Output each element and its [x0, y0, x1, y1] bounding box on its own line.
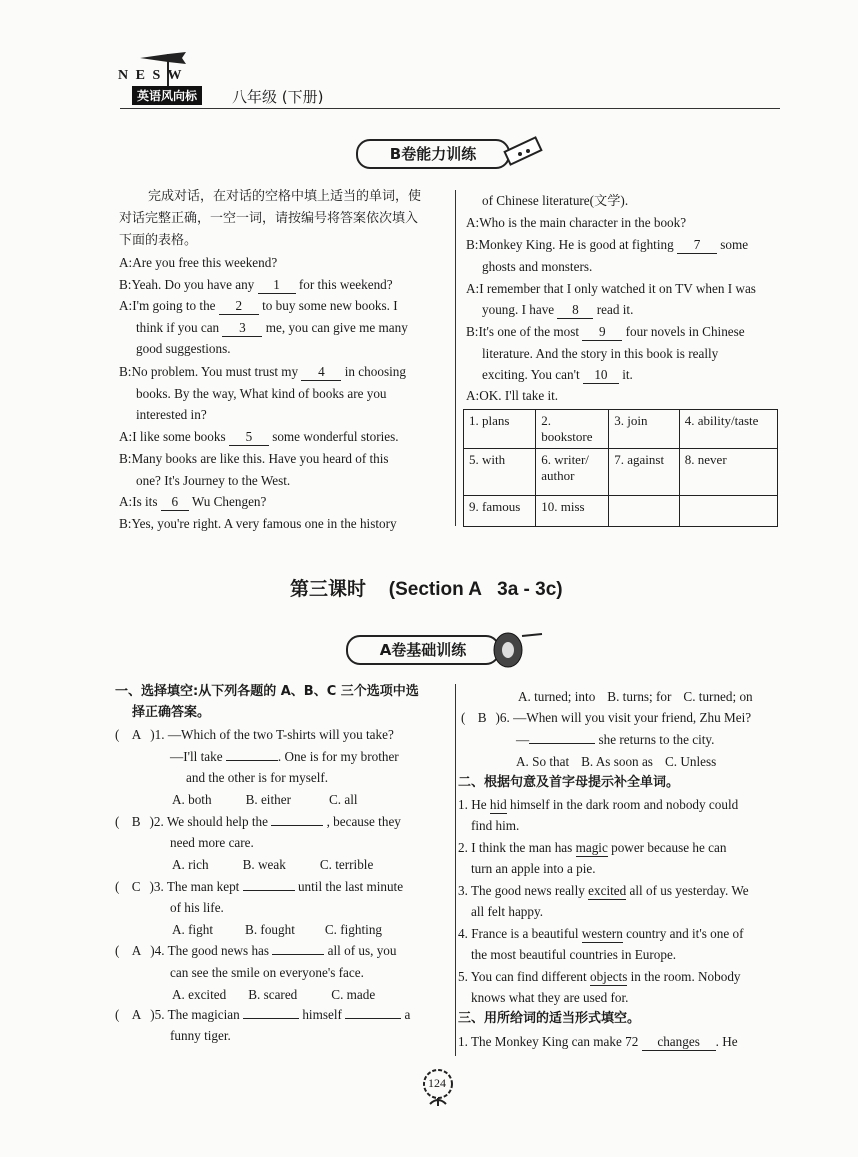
question-line: of his life. [170, 900, 224, 915]
table-cell: 8. never [679, 449, 777, 496]
column-divider [455, 190, 456, 526]
dialog-line: A:Are you free this weekend? [119, 255, 278, 270]
dialog-line: A:I'm going to the 2 to buy some new books. I [119, 298, 398, 313]
sec1-title: 择正确答案。 [132, 705, 211, 720]
dialog-line: B:No problem. You must trust my 4 in choosing [119, 364, 406, 379]
table-row [464, 449, 778, 496]
list-item: knows what they are used for. [471, 990, 629, 1005]
answer-word: changes [642, 1034, 716, 1051]
question-line: and the other is for myself. [186, 770, 329, 785]
list-item: 4. France is a beautiful western country and it's one of [458, 926, 744, 941]
question-line: — she returns to the city. [516, 732, 715, 747]
dialog-line: interested in? [136, 407, 207, 422]
dialog-line: of Chinese literature(文学). [482, 193, 629, 208]
table-cell: 6. writer/ author [536, 449, 609, 496]
dialog-line: A:I like some books 5 some wonderful stories. [119, 429, 399, 444]
dialog-line: B:Many books are like this. Have you heard of this [119, 451, 389, 466]
column-divider [455, 684, 456, 1056]
blank-1: 1 [258, 277, 296, 294]
blank-10: 10 [583, 367, 619, 384]
question-5: ( A )5. The magician himself a [115, 1007, 411, 1022]
question-line: funny tiger. [170, 1028, 231, 1043]
tire-icon [486, 626, 546, 675]
list-item: 1. The Monkey King can make 72 changes . He [458, 1034, 738, 1049]
list-item: all felt happy. [471, 904, 544, 919]
dialog-line: A:I remember that I only watched it on TV when I was [466, 281, 756, 296]
dialog-line: ghosts and monsters. [482, 259, 593, 274]
dialog-line: one? It's Journey to the West. [136, 473, 291, 488]
partB-instr-1: 完成对话，在对话的空格中填上适当的单词，使 [148, 189, 422, 204]
options: A. So that B. As soon as C. Unless [516, 754, 717, 769]
table-cell: 3. join [609, 410, 680, 449]
table-cell [679, 496, 777, 527]
blank-3: 3 [222, 320, 262, 337]
table-row [464, 410, 778, 449]
dialog-line: A:Who is the main character in the book? [466, 215, 687, 230]
partB-instr-2: 对话完整正确，一空一词，请按编号将答案依次填入 [119, 211, 419, 226]
question-line: need more care. [170, 835, 254, 850]
question-1: ( A )1. —Which of the two T-shirts will you take? [115, 727, 394, 742]
list-item: 3. The good news really excited all of us yesterday. We [458, 883, 749, 898]
dialog-line: B:Monkey King. He is good at fighting 7 some [466, 237, 749, 252]
table-cell: 7. against [609, 449, 680, 496]
logo-text: 英语风向标 [132, 86, 202, 105]
table-cell: 2. bookstore [536, 410, 609, 449]
dialog-line: literature. And the story in this book is really [482, 346, 719, 361]
blank-6: 6 [161, 494, 189, 511]
partA-banner-text: A卷基础训练 [379, 641, 467, 659]
table-cell: 5. with [464, 449, 536, 496]
blank-9: 9 [582, 324, 622, 341]
table-cell: 10. miss [536, 496, 609, 527]
options: A. fight B. fought C. fighting [172, 922, 383, 937]
blank-7: 7 [677, 237, 717, 254]
answer-table [463, 409, 778, 527]
lesson-title [290, 574, 563, 601]
table-cell: 1. plans [464, 410, 536, 449]
table-cell: 9. famous [464, 496, 536, 527]
question-4: ( A )4. The good news has all of us, you [115, 943, 397, 958]
sec2-title: 二、根据句意及首字母提示补全单词。 [458, 775, 680, 790]
blank-8: 8 [557, 302, 593, 319]
list-item: turn an apple into a pie. [471, 861, 596, 876]
question-3: ( C )3. The man kept until the last minute [115, 879, 404, 894]
answer-word: objects [589, 969, 628, 984]
list-item: find him. [471, 818, 520, 833]
dialog-line: exciting. You can't 10 it. [482, 367, 633, 382]
list-item: 2. I think the man has magic power because he can [458, 840, 727, 855]
table-row [464, 496, 778, 527]
partB-instr-3: 下面的表格。 [119, 233, 198, 248]
blank-4: 4 [301, 364, 341, 381]
answer-word: magic [575, 840, 608, 855]
dialog-line: think if you can 3 me, you can give me many [136, 320, 408, 335]
options: A. both B. either C. all [172, 792, 358, 807]
question-line: —I'll take . One is for my brother [170, 749, 399, 764]
options: A. rich B. weak C. terrible [172, 857, 374, 872]
grade-label: 八年级 (下册) [232, 88, 324, 106]
partB-banner-text: B卷能力训练 [389, 145, 477, 163]
header-rule [120, 108, 780, 109]
list-item: 5. You can find different objects in the room. Nobody [458, 969, 741, 984]
options: A. turned; into B. turns; for C. turned; on [518, 689, 753, 704]
dialog-line: A:OK. I'll take it. [466, 388, 559, 403]
question-line: can see the smile on everyone's face. [170, 965, 364, 980]
list-item: 1. He hid himself in the dark room and nobody could [458, 797, 739, 812]
dialog-line: good suggestions. [136, 341, 231, 356]
lesson-title-cn: 第三课时 [290, 578, 367, 600]
partA-banner [346, 635, 500, 665]
question-6: ( B )6. —When will you visit your friend, Zhu Mei? [461, 710, 752, 725]
options: A. excited B. scared C. made [172, 987, 376, 1002]
lesson-title-en: (Section A 3a - 3c) [388, 579, 563, 600]
dialog-line: books. By the way, What kind of books are you [136, 386, 387, 401]
dialog-line: B:Yeah. Do you have any 1 for this weekend? [119, 277, 393, 292]
blank-5: 5 [229, 429, 269, 446]
dialog-line: A:Is its 6 Wu Chengen? [119, 494, 267, 509]
answer-word: hid [489, 797, 507, 812]
dialog-line: B:It's one of the most 9 four novels in Chinese [466, 324, 745, 339]
sec3-title: 三、用所给词的适当形式填空。 [458, 1011, 641, 1026]
page-number: 124 [428, 1076, 446, 1090]
blank-2: 2 [219, 298, 259, 315]
table-cell: 4. ability/taste [679, 410, 777, 449]
question-2: ( B )2. We should help the , because they [115, 814, 401, 829]
partB-banner [356, 139, 510, 169]
dialog-line: young. I have 8 read it. [482, 302, 634, 317]
list-item: the most beautiful countries in Europe. [471, 947, 677, 962]
sec1-title: 一、选择填空:从下列各题的 A、B、C 三个选项中选 [115, 684, 419, 699]
dialog-line: B:Yes, you're right. A very famous one in the history [119, 516, 397, 531]
answer-word: excited [588, 883, 627, 898]
pencil-icon [500, 134, 550, 175]
answer-word: western [581, 926, 623, 941]
logo-letters: N E S W [118, 68, 184, 83]
table-cell [609, 496, 680, 527]
page-number-badge [418, 1066, 458, 1106]
